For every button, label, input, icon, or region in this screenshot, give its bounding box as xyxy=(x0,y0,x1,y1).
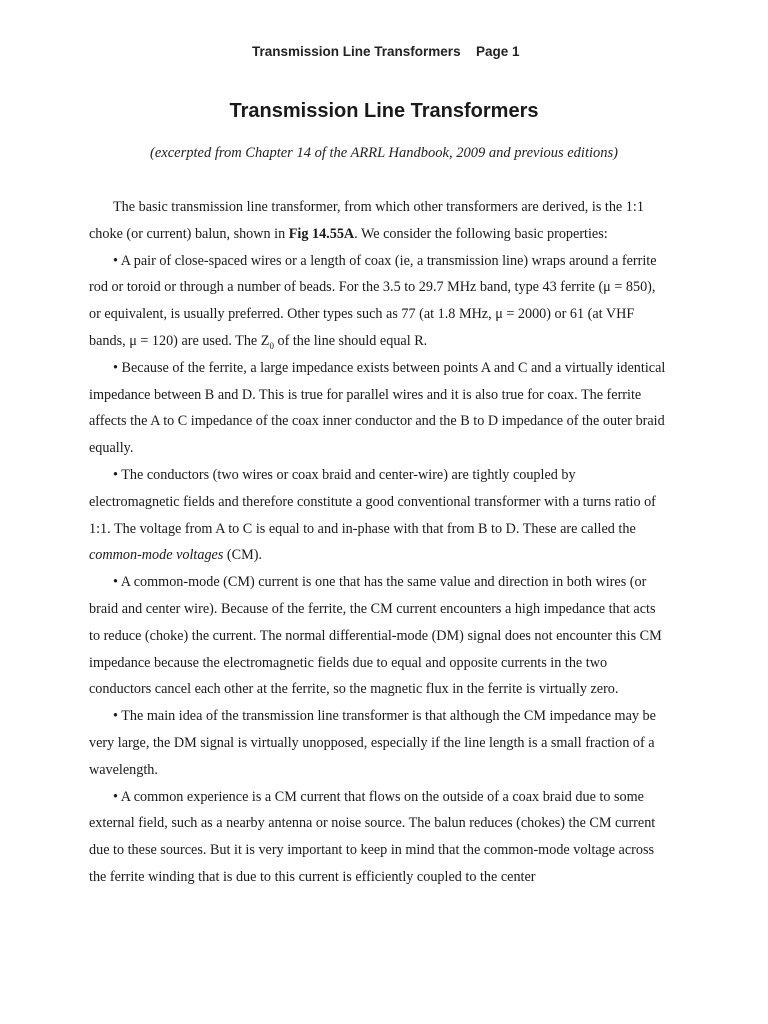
bullet-paragraph-5: • The main idea of the transmission line transformer is that although the CM impedance may be very large, the DM signal is virtually unopposed, especially if the line length is a small fraction of a wavelength. xyxy=(89,708,656,778)
intro-text-end: . We consider the following basic properties: xyxy=(354,225,608,242)
bullet-paragraph-2: • Because of the ferrite, a large impedance exists between points A and C and a virtually identical impedance between B and D. This is true for parallel wires and it is also true for coax. The ferrite affects the A to C impedance of the coax inner conductor and the B to D impedance of the outer braid equally. xyxy=(89,359,666,457)
bullet-paragraph-6: • A common experience is a CM current that flows on the outside of a coax braid due to some external field, such as a nearby antenna or noise source. The balun reduces (chokes) the CM current due to these sources. But it is very important to keep in mind that the common-mode voltage across the ferrite winding that is due to this current is efficiently coupled to the center xyxy=(89,788,656,885)
bullet-paragraph-1 xyxy=(89,248,669,355)
z0-subscript: 0 xyxy=(269,340,274,351)
bullet-1-text-start: • A pair of close-spaced wires or a length of coax (ie, a transmission line) wraps around a ferrite rod or toroid or through a number of beads. For the 3.5 to 29.7 MHz band, type 43 ferrite (μ = 850), or equivalent, is usually preferred. Other types such as 77 (at 1.8 MHz, μ = 2000) or 61 (at VHF bands, μ = 120) are used. The Z xyxy=(89,252,657,349)
running-header-title: Transmission Line Transformers xyxy=(252,44,461,59)
intro-text-start: The basic transmission line transformer, from which other transformers are derived, is the 1:1 choke (or current) balun, shown in xyxy=(89,199,644,242)
document-subtitle: (excerpted from Chapter 14 of the ARRL Handbook, 2009 and previous editions) xyxy=(150,145,618,161)
figure-reference: Fig 14.55A xyxy=(288,225,355,242)
bullet-3-text-start: • The conductors (two wires or coax braid and center-wire) are tightly coupled by electromagnetic fields and therefore constitute a good conventional transformer with a turns ratio of 1:1. The voltage from A to C is equal to and in-phase with that from B to D. These are called the xyxy=(89,466,656,537)
document-title: Transmission Line Transformers xyxy=(229,100,539,122)
page-number: Page 1 xyxy=(476,44,520,59)
bullet-3-text-end: (CM). xyxy=(223,547,262,564)
bullet-1-text-end: of the line should equal R. xyxy=(273,332,428,349)
intro-paragraph xyxy=(89,194,669,248)
emphasis-term: common-mode voltages xyxy=(89,547,224,564)
bullet-paragraph-3 xyxy=(89,462,669,569)
body-text xyxy=(89,194,669,891)
bullet-paragraph-4: • A common-mode (CM) current is one that has the same value and direction in both wires (or braid and center wire). Because of the ferrite, the CM current encounters a high impedance that acts to reduce (choke) the current. The normal differential-mode (DM) signal does not encounter this CM impedance because the electromagnetic fields due to equal and opposite currents in the two conductors cancel each other at the ferrite, so the magnetic flux in the ferrite is virtually zero. xyxy=(89,574,662,698)
